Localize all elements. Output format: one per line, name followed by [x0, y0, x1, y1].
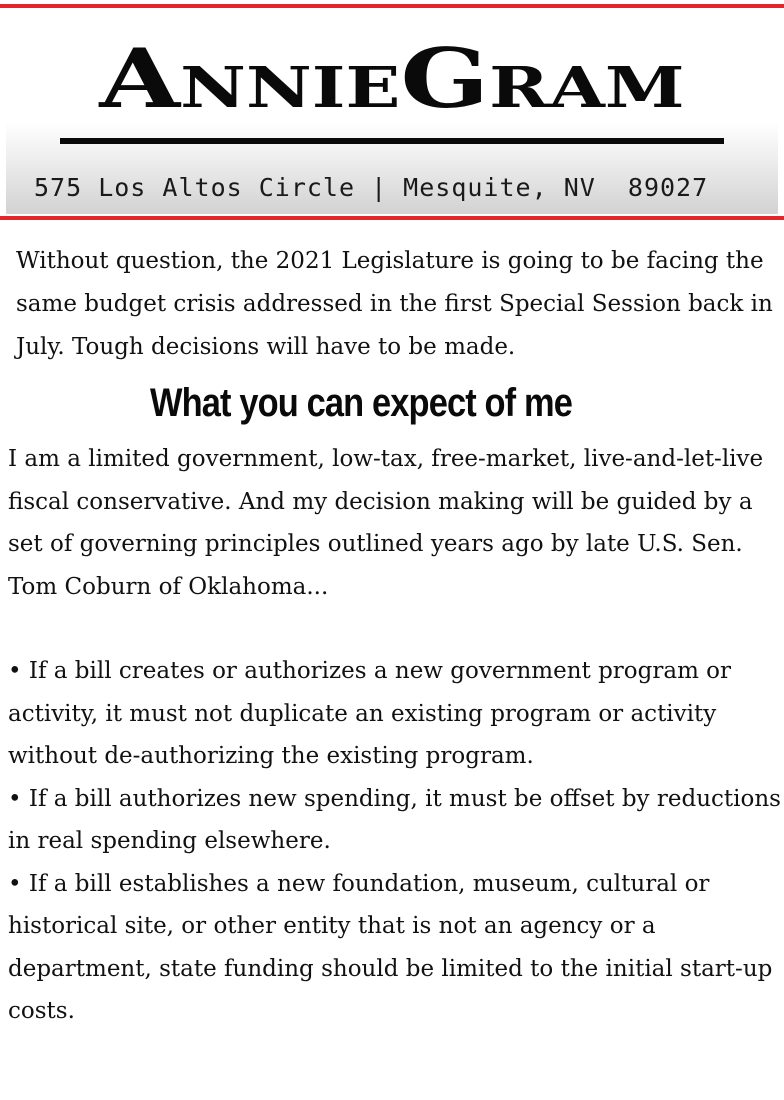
section-paragraph: I am a limited government, low-tax, free-market, live-and-let-live fiscal conservative. And my decision making will be guided by a set of governing principles outlined years ago by late U.S. Sen. Tom Coburn of Oklahoma... — [8, 446, 764, 600]
address-line: 575 Los Altos Circle | Mesquite, NV 89027 — [34, 173, 709, 202]
intro-paragraph: Without question, the 2021 Legislature is going to be facing the same budget crisis addressed in the first Special Session back in July. Tough decisions will have to be made. — [16, 248, 773, 360]
list-item: • If a bill authorizes new spending, it must be offset by reductions in real spending elsewhere. — [8, 785, 781, 854]
bottom-red-rule — [0, 216, 784, 220]
list-item: • If a bill creates or authorizes a new government program or activity, it must not duplicate an existing program or activity without de-authorizing the existing program. — [8, 658, 732, 769]
title-underline — [60, 138, 724, 144]
masthead — [0, 0, 784, 222]
section-heading: What you can expect of me — [150, 381, 572, 425]
principles-list — [8, 650, 782, 1033]
newsletter-title: ANNIEGRAM — [99, 30, 685, 127]
list-item: • If a bill establishes a new foundation, museum, cultural or historical site, or other entity that is not an agency or a department, state funding should be limited to the initial start-up costs. — [8, 870, 773, 1024]
